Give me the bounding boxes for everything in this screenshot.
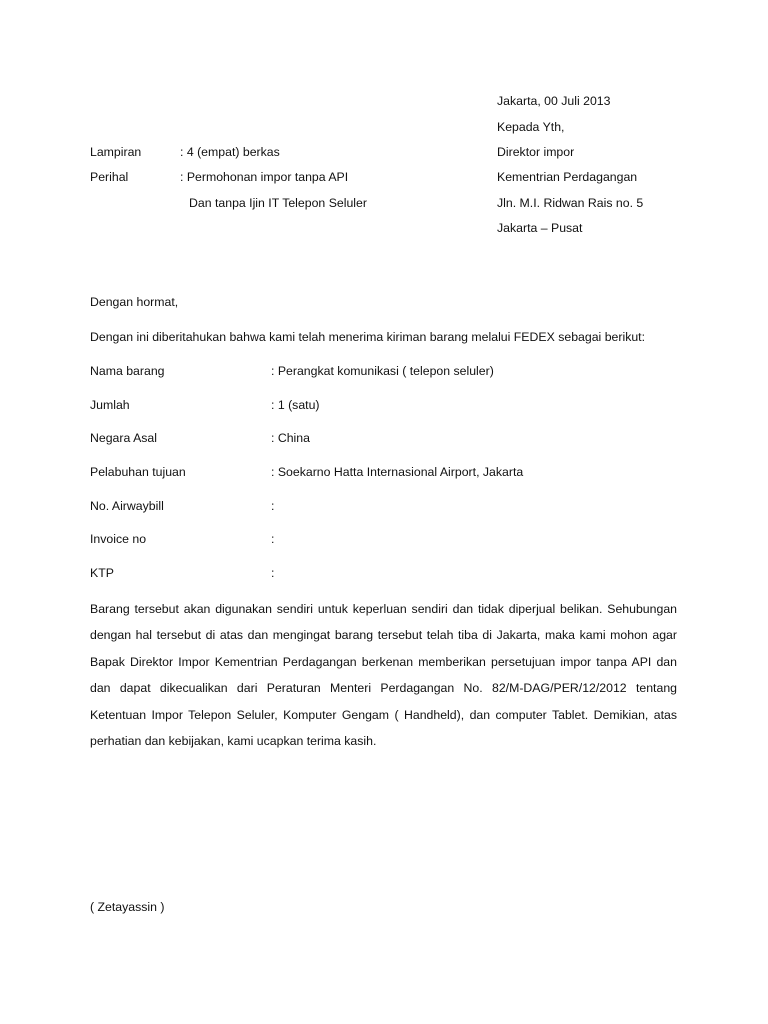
detail-value: : Soekarno Hatta Internasional Airport, Jakarta xyxy=(271,465,524,479)
detail-value: : xyxy=(271,566,275,580)
signature-name: ( Zetayassin ) xyxy=(90,900,165,914)
recipient-line-2: Direktor impor xyxy=(497,145,575,159)
detail-label: Nama barang xyxy=(90,364,165,378)
detail-value: : xyxy=(271,499,275,513)
detail-label: No. Airwaybill xyxy=(90,499,164,513)
perihal-label: Perihal xyxy=(90,170,129,184)
lampiran-value: : 4 (empat) berkas xyxy=(180,145,280,159)
perihal-value: : Permohonan impor tanpa API xyxy=(180,170,349,184)
detail-label: Negara Asal xyxy=(90,431,157,445)
detail-label: Invoice no xyxy=(90,532,147,546)
recipient-line-1: Kepada Yth, xyxy=(497,120,565,134)
lampiran-label: Lampiran xyxy=(90,145,142,159)
recipient-line-4: Jln. M.I. Ridwan Rais no. 5 xyxy=(497,196,644,210)
detail-label: KTP xyxy=(90,566,114,580)
perihal-value-continued: Dan tanpa Ijin IT Telepon Seluler xyxy=(189,196,367,210)
intro-sentence: Dengan ini diberitahukan bahwa kami telah menerima kiriman barang melalui FEDEX sebagai berikut: xyxy=(90,330,646,344)
detail-value: : 1 (satu) xyxy=(271,398,320,412)
detail-label: Jumlah xyxy=(90,398,130,412)
detail-value: : China xyxy=(271,431,310,445)
detail-value: : Perangkat komunikasi ( telepon seluler) xyxy=(271,364,494,378)
body-paragraph: Barang tersebut akan digunakan sendiri untuk keperluan sendiri dan tidak diperjual belikan. Sehubungan dengan hal tersebut di atas dan mengingat barang tersebut telah tiba di Jakarta, maka kami mohon agar Bapak Direktor Impor Kementrian Perdagangan berkenan memberikan persetujuan impor tanpa API dan dan dapat dikecualikan dari Peraturan Menteri Perdagangan No. 82/M-DAG/PER/12/2012 tentang Ketentuan Impor Telepon Seluler, Komputer Gengam ( Handheld), dan computer Tablet. Demikian, atas perhatian dan kebijakan, kami ucapkan terima kasih. xyxy=(90,602,677,749)
recipient-line-5: Jakarta – Pusat xyxy=(497,221,583,235)
greeting: Dengan hormat, xyxy=(90,295,179,309)
recipient-line-3: Kementrian Perdagangan xyxy=(497,170,638,184)
detail-value: : xyxy=(271,532,275,546)
place-date: Jakarta, 00 Juli 2013 xyxy=(497,94,611,108)
detail-label: Pelabuhan tujuan xyxy=(90,465,186,479)
